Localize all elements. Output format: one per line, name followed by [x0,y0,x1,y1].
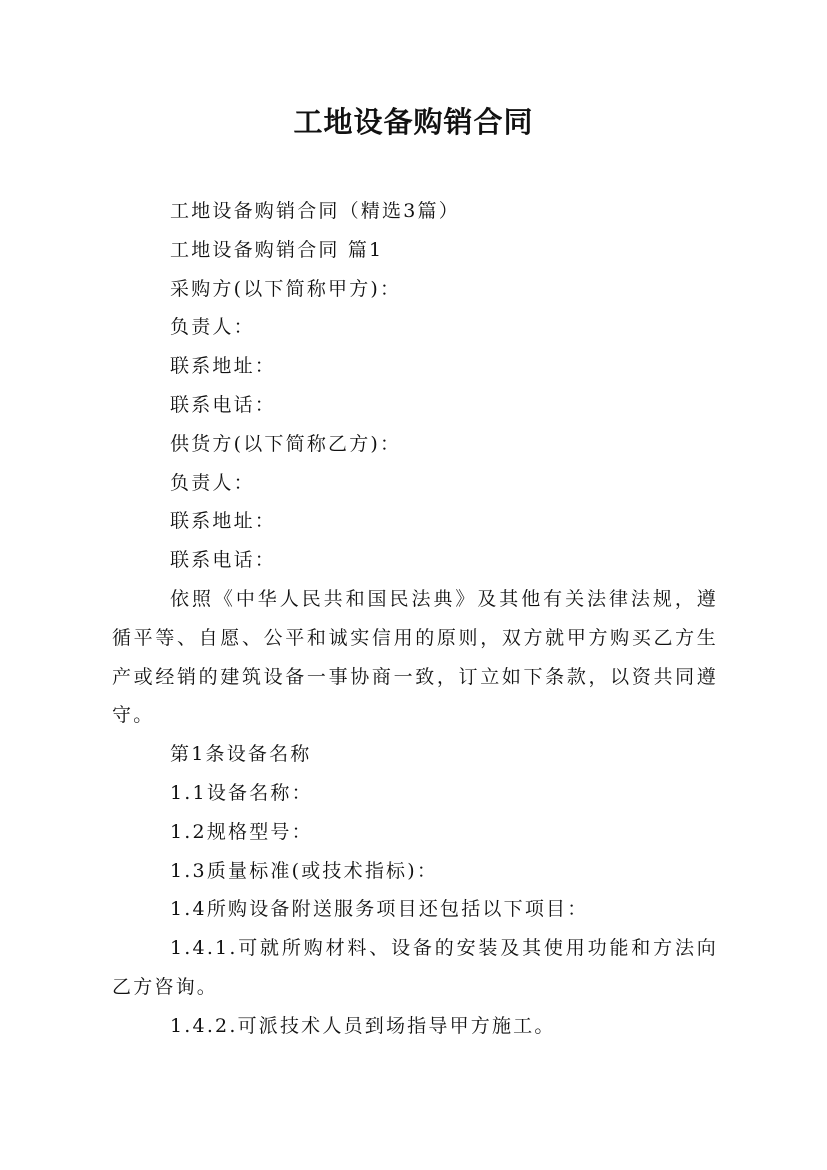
clause-paragraph: 1.4.2.可派技术人员到场指导甲方施工。 [170,1014,556,1037]
clause-line: 1.1设备名称： [170,781,313,804]
clause-paragraph: 1.4.1.可就所购材料、设备的安装及其使用功能和方法向乙方咨询。 [112,937,718,998]
clause-line: 1.4所购设备附送服务项目还包括以下项目： [170,898,589,921]
supplier-line: 供货方(以下简称乙方)： [170,432,402,455]
buyer-responsible-line: 负责人： [170,316,255,339]
buyer-line: 采购方(以下简称甲方)： [170,277,402,300]
supplier-responsible-line: 负责人： [170,471,255,494]
clause-line: 1.2规格型号： [170,820,313,843]
preamble-paragraph: 依照《中华人民共和国民法典》及其他有关法律法规，遵循平等、自愿、公平和诚实信用的原则，双方就甲方购买乙方生产或经销的建筑设备一事协商一致，订立如下条款，以资共同遵守。 [112,587,718,727]
buyer-address-line: 联系地址： [170,355,277,378]
document-body [112,192,718,1046]
clause-heading: 第1条设备名称 [170,743,312,766]
document-subtitle: 工地设备购销合同（精选3篇） [170,200,460,222]
buyer-phone-line: 联系电话： [170,393,277,416]
section-heading: 工地设备购销合同 篇1 [170,238,384,261]
clause-line: 1.3质量标准(或技术指标)： [170,859,439,882]
document-title: 工地设备购销合同 [293,105,534,139]
supplier-phone-line: 联系电话： [170,549,277,572]
supplier-address-line: 联系地址： [170,510,277,533]
